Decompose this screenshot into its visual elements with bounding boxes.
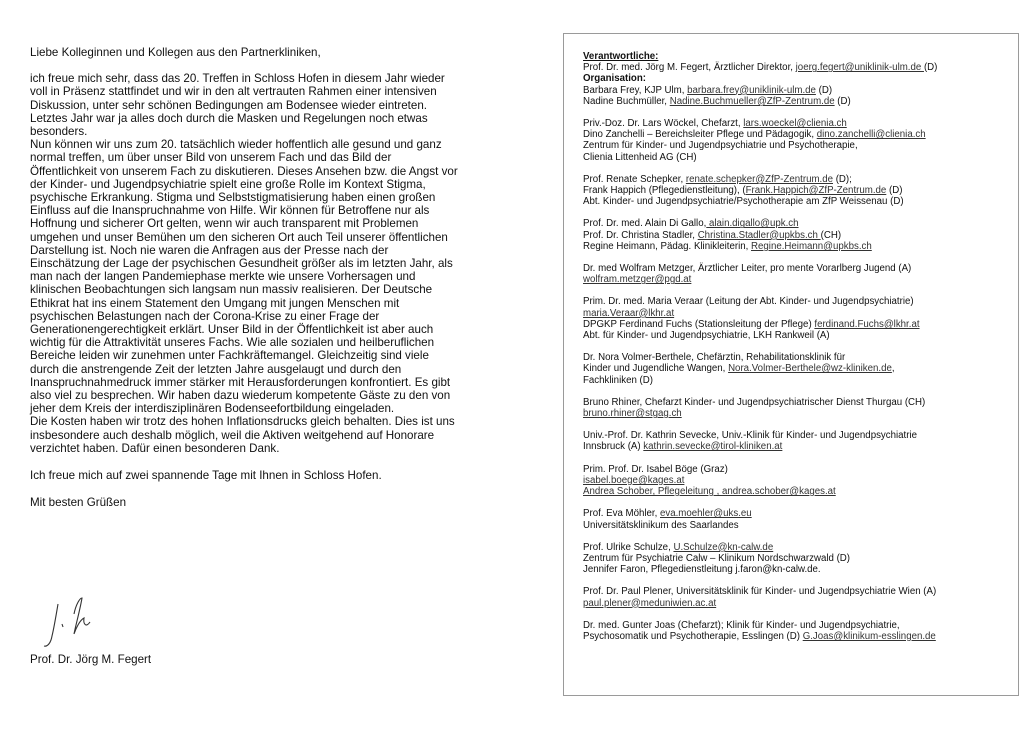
- email-link[interactable]: Regine.Heimann@upkbs.ch: [751, 240, 872, 252]
- email-link[interactable]: isabel.boege@kages.at: [583, 474, 685, 486]
- email-link[interactable]: barbara.frey@uniklinik-ulm.de: [687, 84, 816, 96]
- contact-block-rankweil: Prim. Dr. med. Maria Veraar (Leitung der Abt. Kinder- und Jugendpsychiatrie) maria.Veraar@lkhr.at DPGKP Ferdinand Fuchs (Stationsleitung der Pflege) ferdinand.Fuchs@lkhr.at Abt. für Kinder- und Jugendpsychiatrie, LKH Rankweil (A): [583, 296, 920, 342]
- letter-paragraph-2: Nun können wir uns zum 20. tatsächlich wieder hoffentlich alle gesund und ganz normal treffen, um über unser Bild von unserem Fach und das Bild der Öffentlichkeit von unserem Fach zu diskutieren. Dieses Ansehen bzw. die Angst vor der Kinder- und Jugendpsychiatrie spielt eine große Rolle im Kontext Stigma, psychische Erkrankung. Stigma und Selbststigmatisierung haben einen großen Einfluss auf die Inanspruchnahme von Hilfe. Wir können für Betroffene nur als Hoffnung und sicherer Ort gelten, wenn wir auch transparent mit Problemen umgehen und unser Bemühen um den sicheren Ort auch Teil unserer öffentlichen Darstellung ist. Noch nie waren die Anfragen aus der Presse nach der Einschätzung der Lage der psychischen Gesundheit größer als im letzten Jahr, als man nach der langen Pandemiephase merkte wie unsere Vorhersagen und klinischen Beobachtungen sich langsam nun massiv realisieren. Der Deutsche Ethikrat hat ins einem Statement den Umgang mit jungen Menschen mit psychischen Belastungen nach der Corona-Krise zu einer Frage der Generationengerechtigkeit erklärt. Unser Bild in der Öffentlichkeit ist aber auch wichtig für die Attraktivität unseres Fachs. Wie alle sozialen und heilberuflichen Bereiche leiden wir zunehmen unter Fachkräftemangel. Gleichzeitig sind viele durch die anstrengende Zeit der letzten Jahre ausgelaugt und durch den Inanspruchnahmedruck immer stärker mit Herausforderungen konfrontiert. Es gibt also viel zu besprechen. Wir haben dazu wiederum kompetente Gäste zu den von jeher dem Kreis der interdisziplinären Bodenseefortbildung eingeladen.: [30, 138, 458, 416]
- email-link[interactable]: joerg.fegert@uniklinik-ulm.de: [795, 62, 924, 74]
- email-link[interactable]: G.Joas@klinikum-esslingen.de: [802, 630, 936, 642]
- email-link[interactable]: wolfram.metzger@pgd.at: [583, 274, 692, 286]
- letter-paragraph-3: Die Kosten haben wir trotz des hohen Inflationsdrucks gleich behalten. Dies ist uns insbesondere auch deshalb möglich, weil die Aktiven weitgehend auf Honorare verzichtet haben. Dafür einen besonderen Dank.: [30, 415, 455, 455]
- email-link[interactable]: eva.moehler@uks.eu: [660, 508, 752, 520]
- contact-block-wien: Prof. Dr. Paul Plener, Universitätsklinik für Kinder- und Jugendpsychiatrie Wien (A) paul.plener@meduniwien.ac.at: [583, 586, 937, 609]
- contact-block-innsbruck: Univ.-Prof. Dr. Kathrin Sevecke, Univ.-Klinik für Kinder- und Jugendpsychiatrie Innsbruck (A) kathrin.sevecke@tirol-kliniken.at: [583, 430, 917, 453]
- email-link[interactable]: maria.Veraar@lkhr.at: [583, 307, 675, 319]
- email-link[interactable]: ferdinand.Fuchs@lkhr.at: [814, 318, 920, 330]
- email-link[interactable]: renate.schepker@ZfP-Zentrum.de: [685, 173, 833, 185]
- handwritten-signature: [36, 584, 116, 650]
- contact-block-pro-mente: Dr. med Wolfram Metzger, Ärztlicher Leiter, pro mente Vorarlberg Jugend (A) wolfram.metzger@pgd.at: [583, 263, 912, 286]
- contact-block-esslingen: Dr. med. Gunter Joas (Chefarzt); Klinik für Kinder- und Jugendpsychiatrie, Psychosomatik und Psychotherapie, Esslingen (D) G.Joas@klinikum-esslingen.de: [583, 619, 936, 642]
- contact-block-weissenau: Prof. Renate Schepker, renate.schepker@ZfP-Zentrum.de (D); Frank Happich (Pflegedienstleitung), (Frank.Happich@ZfP-Zentrum.de (D) Abt. Kinder- und Jugendpsychiatrie/Psychotherapie am ZfP Weissenau (D): [583, 173, 904, 208]
- contacts-box: [563, 33, 1019, 696]
- contact-block-clienia: Priv.-Doz. Dr. Lars Wöckel, Chefarzt, lars.woeckel@clienia.ch Dino Zanchelli – Bereichsleiter Pflege und Pädagogik, dino.zanchelli@clienia.ch Zentrum für Kinder- und Jugendpsychiatrie und Psychotherapie, Clienia Littenheid AG (CH): [583, 118, 926, 163]
- email-link[interactable]: dino.zanchelli@clienia.ch: [816, 129, 926, 141]
- letter-body: [30, 46, 458, 510]
- email-link[interactable]: alain.digallo@upk.ch: [706, 218, 799, 230]
- contact-block-thurgau: Bruno Rhiner, Chefarzt Kinder- und Jugendpsychiatrischer Dienst Thurgau (CH) bruno.rhiner@stgag.ch: [583, 396, 926, 420]
- contact-block-saarland: Prof. Eva Möhler, eva.moehler@uks.eu Universitätsklinikum des Saarlandes: [583, 508, 752, 531]
- organisation-heading: Organisation:: [583, 73, 646, 85]
- contact-block-upk: Prof. Dr. med. Alain Di Gallo, alain.digallo@upk.ch Prof. Dr. Christina Stadler, Christina.Stadler@upkbs.ch (CH) Regine Heimann, Pädag. Klinikleiterin, Regine.Heimann@upkbs.ch: [583, 218, 872, 252]
- salutation: Liebe Kolleginnen und Kollegen aus den Partnerkliniken,: [30, 46, 321, 59]
- email-link[interactable]: kathrin.sevecke@tirol-kliniken.at: [643, 441, 783, 453]
- contact-block-wangen: Dr. Nora Volmer-Berthele, Chefärztin, Rehabilitationsklinik für Kinder und Jugendliche Wangen, Nora.Volmer-Berthele@wz-kliniken.de, Fachkliniken (D): [583, 352, 895, 386]
- email-link[interactable]: bruno.rhiner@stgag.ch: [583, 408, 682, 420]
- email-link[interactable]: Andrea Schober, Pflegeleitung , andrea.schober@kages.at: [583, 486, 836, 498]
- contact-block-graz: Prim. Prof. Dr. Isabel Böge (Graz) isabel.boege@kages.at Andrea Schober, Pflegeleitung , andrea.schober@kages.at: [583, 463, 836, 498]
- responsible-heading: Verantwortliche:: [583, 51, 659, 62]
- email-link[interactable]: paul.plener@meduniwien.ac.at: [583, 597, 717, 609]
- email-link[interactable]: Nora.Volmer-Berthele@wz-kliniken.de: [728, 363, 892, 375]
- email-link[interactable]: Christina.Stadler@upkbs.ch: [697, 229, 821, 241]
- signer-name: Prof. Dr. Jörg M. Fegert: [30, 653, 152, 666]
- email-link[interactable]: lars.woeckel@clienia.ch: [743, 118, 847, 130]
- closing-line: Ich freue mich auf zwei spannende Tage mit Ihnen in Schloss Hofen.: [30, 469, 382, 483]
- greeting: Mit besten Grüßen: [30, 496, 127, 510]
- contact-block-calw: Prof. Ulrike Schulze, U.Schulze@kn-calw.de Zentrum für Psychiatrie Calw – Klinikum Nordschwarzwald (D) Jennifer Faron, Pflegedienstleitung j.faron@kn-calw.de.: [583, 541, 851, 576]
- email-link[interactable]: U.Schulze@kn-calw.de: [673, 541, 774, 553]
- responsible-block: Verantwortliche: Prof. Dr. med. Jörg M. Fegert, Ärztlicher Direktor, joerg.fegert@uniklinik-ulm.de (D) Organisation: Barbara Frey, KJP Ulm, barbara.frey@uniklinik-ulm.de (D) Nadine Buchmüller, Nadine.Buchmueller@ZfP-Zentrum.de (D): [583, 51, 1018, 107]
- letter-paragraph-1: ich freue mich sehr, dass das 20. Treffen in Schloss Hofen in diesem Jahr wieder voll in Präsenz stattfindet und wir in den alt vertrauten Rahmen einer intensiven Diskussion, unter sehr schönen Bedingungen am Bodensee wieder eintreten. Letztes Jahr war ja alles doch durch die Masken und Regelungen noch etwas besonders.: [30, 72, 445, 139]
- email-link[interactable]: Frank.Happich@ZfP-Zentrum.de: [745, 185, 887, 197]
- email-link[interactable]: Nadine.Buchmueller@ZfP-Zentrum.de: [669, 95, 835, 107]
